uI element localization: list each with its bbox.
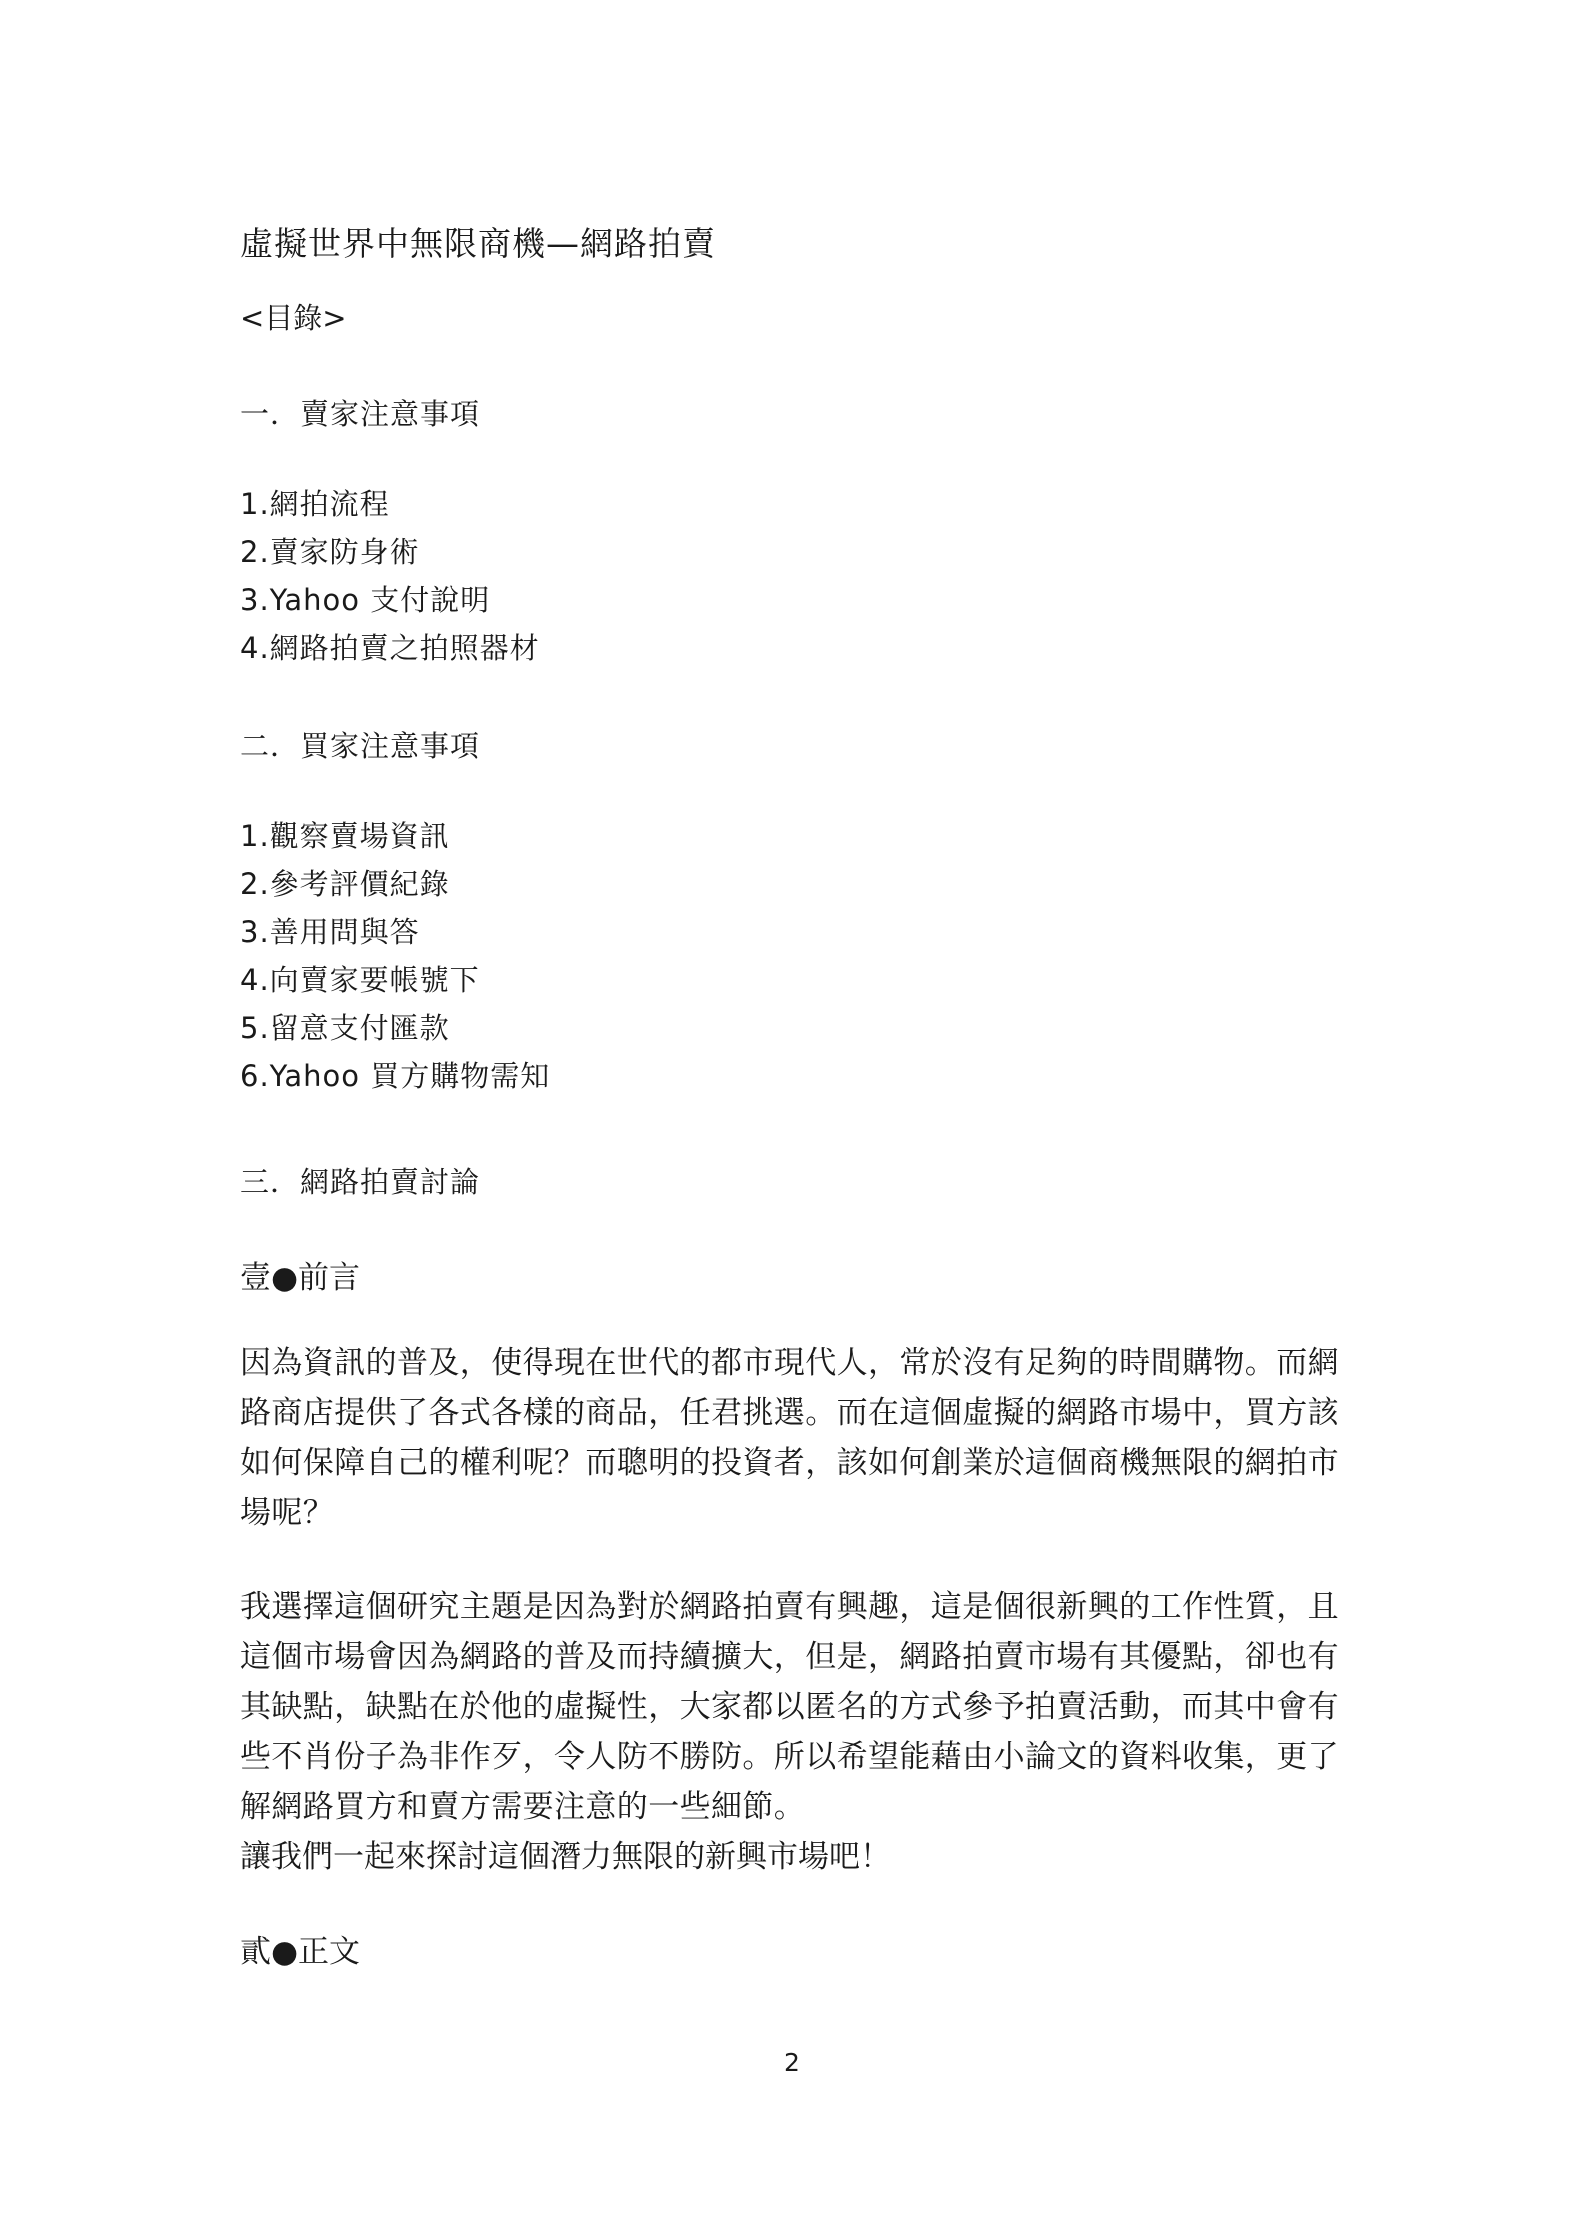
toc-section-seller	[240, 392, 480, 433]
closing-line: 讓我們一起來探討這個潛力無限的新興市場吧！	[240, 1839, 891, 1875]
toc-section-discussion	[240, 1160, 480, 1201]
toc-item: 4.網路拍賣之拍照器材	[240, 631, 540, 665]
toc-item: 1.觀察賣場資訊	[240, 819, 450, 853]
toc-item: 1.網拍流程	[240, 487, 390, 521]
section-heading: 二．買家注意事項	[240, 729, 481, 763]
page-number: 2	[784, 2048, 800, 2077]
body-heading: 貳●正文	[240, 1934, 361, 1970]
toc-item: 4.向賣家要帳號下	[240, 963, 480, 997]
toc-item: 6.Yahoo 買方購物需知	[240, 1059, 551, 1093]
section-heading: 一．賣家注意事項	[240, 397, 481, 431]
toc-heading: <目錄>	[240, 301, 347, 335]
preface-paragraph: 因為資訊的普及，使得現在世代的都市現代人，常於沒有足夠的時間購物。而網路商店提供了各式各樣的商品，任君挑選。而在這個虛擬的網路市場中，買方該如何保障自己的權利呢？而聰明的投資者，該如何創業於這個商機無限的網拍市場呢？	[240, 1345, 1339, 1531]
toc-item: 3.善用問與答	[240, 915, 420, 949]
toc-list-buyer	[240, 812, 550, 1100]
toc-item: 3.Yahoo 支付說明	[240, 583, 491, 617]
toc-item: 2.參考評價紀錄	[240, 867, 450, 901]
document-title: 虛擬世界中無限商機—網路拍賣	[240, 224, 716, 263]
preface-heading: 壹●前言	[240, 1260, 361, 1296]
toc-item: 2.賣家防身術	[240, 535, 420, 569]
preface-paragraph: 我選擇這個研究主題是因為對於網路拍賣有興趣，這是個很新興的工作性質，且這個市場會因為網路的普及而持續擴大，但是，網路拍賣市場有其優點，卻也有其缺點，缺點在於他的虛擬性，大家都以匿名的方式參予拍賣活動，而其中會有些不肖份子為非作歹，令人防不勝防。所以希望能藉由小論文的資料收集，更了解網路買方和賣方需要注意的一些細節。	[240, 1589, 1339, 1825]
toc-section-buyer	[240, 724, 480, 765]
toc-item: 5.留意支付匯款	[240, 1011, 450, 1045]
toc-list-seller	[240, 480, 540, 672]
section-heading: 三．網路拍賣討論	[240, 1165, 481, 1199]
